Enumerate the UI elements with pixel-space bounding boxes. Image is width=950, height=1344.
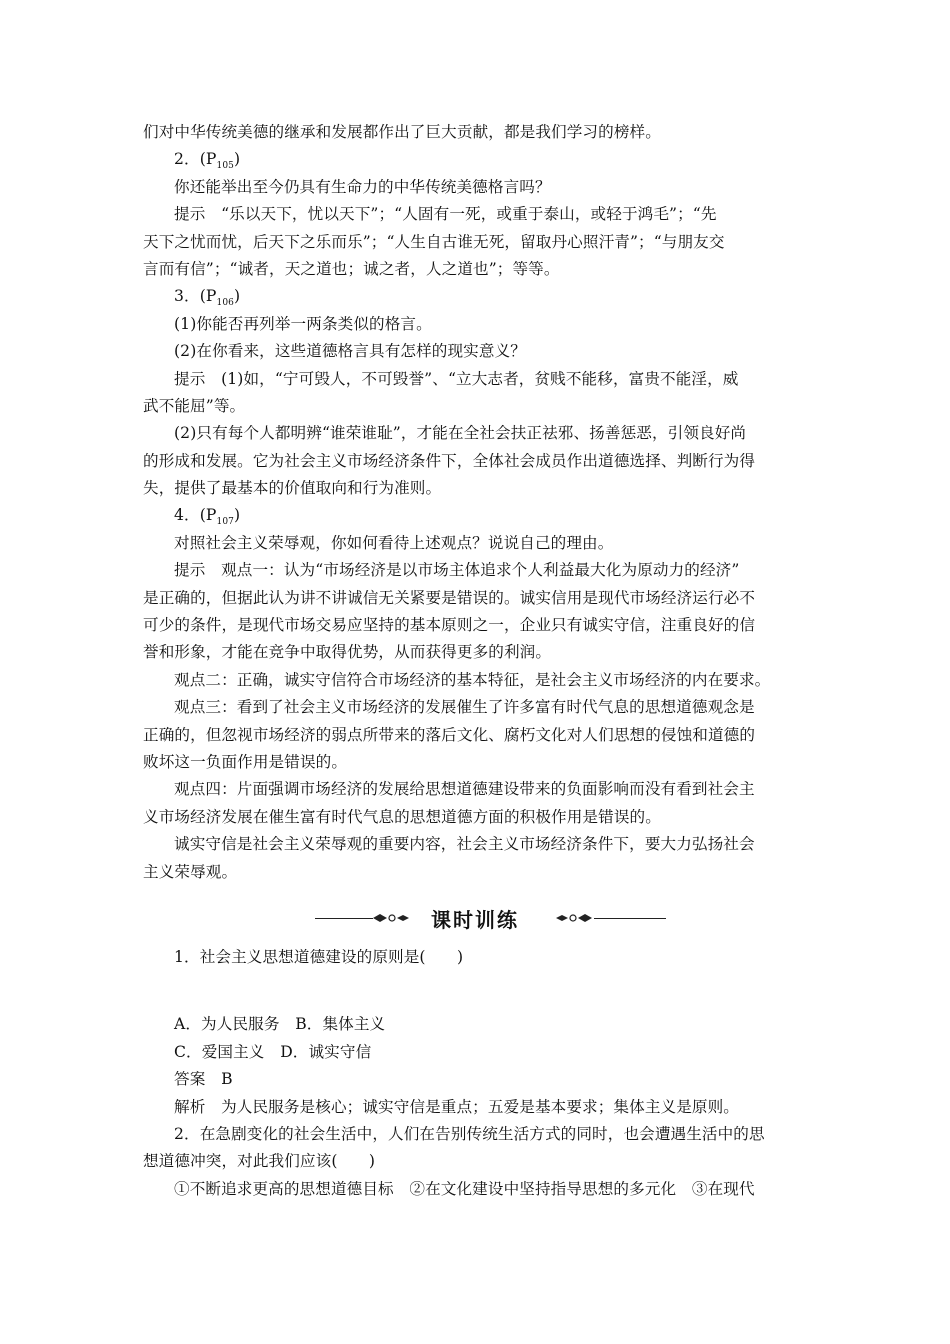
text-line: 义市场经济发展在催生富有时代气息的思想道德方面的积极作用是错误的。	[143, 807, 661, 826]
section-title: 课时训练	[431, 907, 519, 932]
item-number: 4．(P	[174, 506, 217, 525]
text-line: 是正确的，但据此认为讲不讲诚信无关紧要是错误的。诚实信用是现代市场经济运行必不	[143, 588, 756, 607]
text-line: 诚实守信是社会主义荣辱观的重要内容，社会主义市场经济条件下，要大力弘扬社会	[174, 835, 755, 854]
text-line: 观点四：片面强调市场经济的发展给思想道德建设带来的负面影响而没有看到社会主	[174, 780, 755, 799]
text-line: 的形成和发展。它为社会主义市场经济条件下，全体社会成员作出道德选择、判断行为得	[143, 451, 756, 470]
text-line: 誉和形象，才能在竞争中取得优势，从而获得更多的利润。	[143, 643, 552, 662]
text-line: 2．在急剧变化的社会生活中，人们在告别传统生活方式的同时，也会遭遇生活中的思	[174, 1124, 765, 1143]
page-subscript: 105	[216, 161, 234, 172]
page-subscript: 107	[216, 517, 234, 528]
text-line: C．爱国主义 D．诚实守信	[174, 1042, 372, 1061]
text-line: 对照社会主义荣辱观，你如何看待上述观点？说说自己的理由。	[174, 533, 614, 552]
text-line: 可少的条件，是现代市场交易应坚持的基本原则之一，企业只有诚实守信，注重良好的信	[143, 616, 756, 635]
exercise-section	[143, 1011, 807, 1203]
text-line: 提示 观点一：认为“市场经济是以市场主体追求个人利益最大化为原动力的经济”	[174, 561, 740, 580]
text-line: A．为人民服务 B．集体主义	[174, 1015, 386, 1034]
text-line: 言而有信”；“诚者，天之道也；诚之者，人之道也”；等等。	[143, 259, 560, 278]
item-number: 3．(P	[174, 287, 217, 306]
text-line: 你还能举出至今仍具有生命力的中华传统美德格言吗？	[174, 177, 551, 196]
text-line: 观点三：看到了社会主义市场经济的发展催生了许多富有时代气息的思想道德观念是	[174, 698, 755, 717]
closing-paren: )	[233, 506, 241, 525]
text-line: 们对中华传统美德的继承和发展都作出了巨大贡献，都是我们学习的榜样。	[143, 123, 661, 141]
header-rule-right	[594, 918, 666, 919]
text-line: 天下之忧而忧，后天下之乐而乐”；“人生自古谁无死，留取丹心照汗青”；“与朋友交	[143, 232, 725, 251]
text-line: (2)只有每个人都明辨“谁荣谁耻”，才能在全社会扶正祛邪、扬善惩恶，引领良好尚	[174, 424, 747, 443]
text-line: (1)你能否再列举一两条类似的格言。	[174, 314, 432, 333]
text-line: 提示 (1)如，“宁可毁人，不可毁誉”、“立大志者，贫贱不能移，富贵不能淫，威	[174, 369, 739, 388]
answer-blank-space	[143, 971, 807, 1011]
document-page	[143, 119, 807, 1203]
answer-hints-section	[143, 119, 807, 886]
text-line	[143, 502, 807, 529]
section-header	[143, 898, 807, 944]
item-number: 2．(P	[174, 150, 217, 169]
text-line: 想道德冲突，对此我们应该( )	[143, 1152, 376, 1171]
page-subscript: 106	[216, 298, 234, 309]
ornament-right-icon	[554, 911, 594, 925]
text-line: 观点二：正确，诚实守信符合市场经济的基本特征，是社会主义市场经济的内在要求。	[174, 670, 771, 689]
text-line: 解析 为人民服务是核心；诚实守信是重点；五爱是基本要求；集体主义是原则。	[174, 1097, 739, 1116]
text-line: 答案 B	[174, 1070, 233, 1089]
text-line	[143, 283, 807, 310]
text-line: 正确的，但忽视市场经济的弱点所带来的落后文化、腐朽文化对人们思想的侵蚀和道德的	[143, 725, 756, 744]
text-line: 失，提供了最基本的价值取向和行为准则。	[143, 479, 442, 498]
text-line: 提示 “乐以天下，忧以天下”；“人固有一死，或重于泰山，或轻于鸿毛”；“先	[174, 205, 717, 224]
text-line	[143, 146, 807, 173]
closing-paren: )	[233, 287, 241, 306]
text-line: ①不断追求更高的思想道德目标 ②在文化建设中坚持指导思想的多元化 ③在现代	[174, 1179, 755, 1198]
text-line: 武不能屈”等。	[143, 396, 246, 415]
text-line: 败坏这一负面作用是错误的。	[143, 752, 348, 771]
text-line: (2)在你看来，这些道德格言具有怎样的现实意义？	[174, 342, 526, 361]
text-line: 主义荣辱观。	[143, 862, 238, 881]
question-1: 1．社会主义思想道德建设的原则是( )	[174, 947, 464, 966]
closing-paren: )	[233, 150, 241, 169]
